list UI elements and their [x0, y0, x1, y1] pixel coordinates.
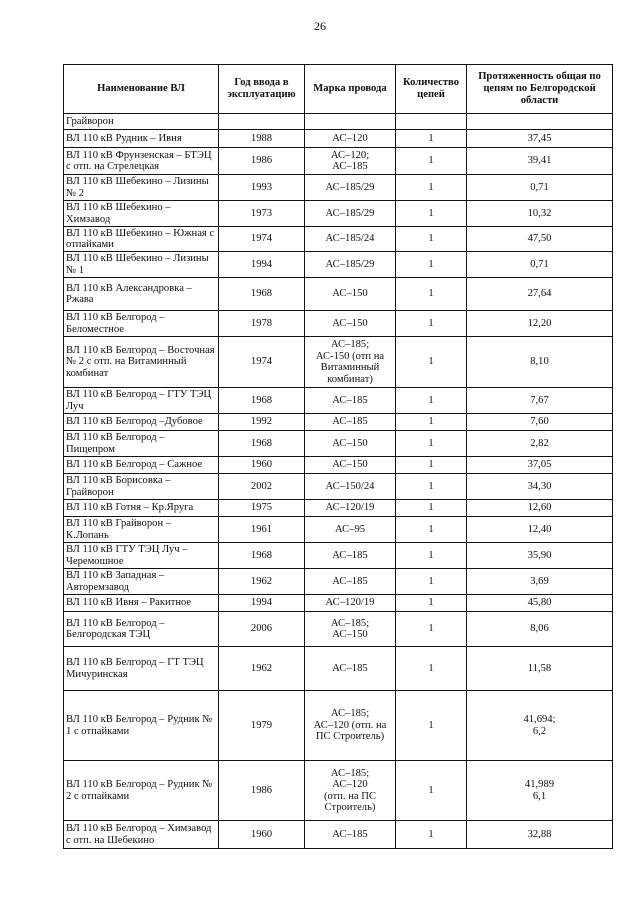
line-name-cell: ВЛ 110 кВ Белгород – Сажное: [64, 457, 219, 474]
circuit-count-cell: 1: [396, 414, 467, 431]
circuit-count-cell: 1: [396, 821, 467, 849]
circuit-count-cell: 1: [396, 517, 467, 543]
line-name-cell: ВЛ 110 кВ Рудник – Ивня: [64, 130, 219, 148]
line-name-cell: ВЛ 110 кВ Белгород – Беломестное: [64, 311, 219, 337]
commission-year-cell: 1994: [219, 252, 305, 278]
total-length-cell: 37,45: [467, 130, 613, 148]
total-length-cell: 41,694; 6,2: [467, 691, 613, 761]
total-length-cell: 8,10: [467, 337, 613, 388]
wire-brand-cell: АС–185: [305, 647, 396, 691]
circuit-count-cell: 1: [396, 337, 467, 388]
circuit-count-cell: 1: [396, 647, 467, 691]
commission-year-cell: 1979: [219, 691, 305, 761]
wire-brand-cell: АС–150/24: [305, 474, 396, 500]
circuit-count-cell: 1: [396, 543, 467, 569]
line-name-cell: ВЛ 110 кВ Борисовка – Грайворон: [64, 474, 219, 500]
wire-brand-cell: АС–120; АС–185: [305, 148, 396, 175]
commission-year-cell: 2002: [219, 474, 305, 500]
section-empty-cell: [305, 114, 396, 130]
total-length-cell: 11,58: [467, 647, 613, 691]
circuit-count-cell: 1: [396, 474, 467, 500]
header-wire-brand: Марка провода: [305, 65, 396, 114]
table-row: [64, 130, 613, 148]
header-circuit-count: Количество цепей: [396, 65, 467, 114]
table-row: [64, 569, 613, 595]
commission-year-cell: 1974: [219, 227, 305, 252]
total-length-cell: 41,989 6,1: [467, 761, 613, 821]
table-row: [64, 414, 613, 431]
line-name-cell: ВЛ 110 кВ Белгород – Рудник № 1 с отпайками: [64, 691, 219, 761]
total-length-cell: 3,69: [467, 569, 613, 595]
circuit-count-cell: 1: [396, 252, 467, 278]
total-length-cell: 34,30: [467, 474, 613, 500]
circuit-count-cell: 1: [396, 148, 467, 175]
wire-brand-cell: АС–185: [305, 821, 396, 849]
wire-brand-cell: АС–185/29: [305, 201, 396, 227]
wire-brand-cell: АС–120: [305, 130, 396, 148]
commission-year-cell: 1962: [219, 647, 305, 691]
circuit-count-cell: 1: [396, 691, 467, 761]
line-name-cell: ВЛ 110 кВ Белгород – ГТУ ТЭЦ Луч: [64, 388, 219, 414]
line-name-cell: ВЛ 110 кВ Западная – Авторемзавод: [64, 569, 219, 595]
circuit-count-cell: 1: [396, 311, 467, 337]
wire-brand-cell: АС–185; АС-150 (отп на Витаминный комбинат): [305, 337, 396, 388]
line-name-cell: ВЛ 110 кВ Грайворон – К.Лопань: [64, 517, 219, 543]
line-name-cell: ВЛ 110 кВ Шебекино – Лизины № 1: [64, 252, 219, 278]
table-row: [64, 201, 613, 227]
wire-brand-cell: АС–150: [305, 431, 396, 457]
wire-brand-cell: АС–150: [305, 311, 396, 337]
total-length-cell: 7,67: [467, 388, 613, 414]
section-empty-cell: [396, 114, 467, 130]
wire-brand-cell: АС–120/19: [305, 595, 396, 612]
transmission-lines-table-container: [63, 64, 612, 849]
circuit-count-cell: 1: [396, 175, 467, 201]
wire-brand-cell: АС–95: [305, 517, 396, 543]
wire-brand-cell: АС–150: [305, 278, 396, 311]
circuit-count-cell: 1: [396, 761, 467, 821]
total-length-cell: 7,60: [467, 414, 613, 431]
circuit-count-cell: 1: [396, 457, 467, 474]
line-name-cell: ВЛ 110 кВ Белгород – Рудник № 2 с отпайками: [64, 761, 219, 821]
total-length-cell: 0,71: [467, 175, 613, 201]
table-row: [64, 474, 613, 500]
circuit-count-cell: 1: [396, 612, 467, 647]
line-name-cell: ВЛ 110 кВ Ивня – Ракитное: [64, 595, 219, 612]
table-row: [64, 691, 613, 761]
table-row: [64, 252, 613, 278]
circuit-count-cell: 1: [396, 227, 467, 252]
line-name-cell: ВЛ 110 кВ Белгород – Химзавод с отп. на Шебекино: [64, 821, 219, 849]
total-length-cell: 37,05: [467, 457, 613, 474]
total-length-cell: 8,06: [467, 612, 613, 647]
table-row: [64, 148, 613, 175]
total-length-cell: 12,40: [467, 517, 613, 543]
table-row: [64, 311, 613, 337]
table-row: [64, 543, 613, 569]
line-name-cell: ВЛ 110 кВ Шебекино – Лизины № 2: [64, 175, 219, 201]
section-empty-cell: [219, 114, 305, 130]
wire-brand-cell: АС–185: [305, 543, 396, 569]
table-row: [64, 500, 613, 517]
wire-brand-cell: АС–185: [305, 388, 396, 414]
table-row: [64, 227, 613, 252]
commission-year-cell: 1968: [219, 431, 305, 457]
section-row: [64, 114, 613, 130]
commission-year-cell: 1960: [219, 457, 305, 474]
commission-year-cell: 1975: [219, 500, 305, 517]
line-name-cell: ВЛ 110 кВ Белгород – Белгородская ТЭЦ: [64, 612, 219, 647]
circuit-count-cell: 1: [396, 130, 467, 148]
commission-year-cell: 1988: [219, 130, 305, 148]
commission-year-cell: 1994: [219, 595, 305, 612]
table-row: [64, 337, 613, 388]
total-length-cell: 12,20: [467, 311, 613, 337]
total-length-cell: 35,90: [467, 543, 613, 569]
table-row: [64, 388, 613, 414]
line-name-cell: ВЛ 110 кВ Шебекино – Южная с отпайками: [64, 227, 219, 252]
header-line-name: Наименование ВЛ: [64, 65, 219, 114]
line-name-cell: ВЛ 110 кВ ГТУ ТЭЦ Луч – Черемошное: [64, 543, 219, 569]
section-empty-cell: [467, 114, 613, 130]
page-number: 26: [314, 19, 326, 33]
line-name-cell: ВЛ 110 кВ Готня – Кр.Яруга: [64, 500, 219, 517]
total-length-cell: 12,60: [467, 500, 613, 517]
total-length-cell: 27,64: [467, 278, 613, 311]
total-length-cell: 0,71: [467, 252, 613, 278]
wire-brand-cell: АС–185; АС–120 (отп. на ПС Строитель): [305, 761, 396, 821]
total-length-cell: 2,82: [467, 431, 613, 457]
table-row: [64, 595, 613, 612]
line-name-cell: ВЛ 110 кВ Белгород –Дубовое: [64, 414, 219, 431]
wire-brand-cell: АС–185/24: [305, 227, 396, 252]
commission-year-cell: 1968: [219, 543, 305, 569]
table-row: [64, 278, 613, 311]
commission-year-cell: 1968: [219, 278, 305, 311]
table-row: [64, 517, 613, 543]
circuit-count-cell: 1: [396, 388, 467, 414]
section-title: Грайворон: [64, 114, 219, 130]
commission-year-cell: 1992: [219, 414, 305, 431]
circuit-count-cell: 1: [396, 201, 467, 227]
commission-year-cell: 1973: [219, 201, 305, 227]
table-row: [64, 761, 613, 821]
table-row: [64, 457, 613, 474]
circuit-count-cell: 1: [396, 500, 467, 517]
circuit-count-cell: 1: [396, 595, 467, 612]
commission-year-cell: 1993: [219, 175, 305, 201]
wire-brand-cell: АС–185: [305, 569, 396, 595]
total-length-cell: 39,41: [467, 148, 613, 175]
commission-year-cell: 1960: [219, 821, 305, 849]
table-row: [64, 175, 613, 201]
total-length-cell: 47,50: [467, 227, 613, 252]
table-row: [64, 821, 613, 849]
commission-year-cell: 2006: [219, 612, 305, 647]
circuit-count-cell: 1: [396, 278, 467, 311]
table-header-row: [64, 65, 613, 114]
commission-year-cell: 1986: [219, 148, 305, 175]
wire-brand-cell: АС–185/29: [305, 175, 396, 201]
table-row: [64, 647, 613, 691]
wire-brand-cell: АС–185; АС–120 (отп. на ПС Строитель): [305, 691, 396, 761]
wire-brand-cell: АС–120/19: [305, 500, 396, 517]
commission-year-cell: 1961: [219, 517, 305, 543]
commission-year-cell: 1978: [219, 311, 305, 337]
total-length-cell: 45,80: [467, 595, 613, 612]
wire-brand-cell: АС–185/29: [305, 252, 396, 278]
header-commission-year: Год ввода в эксплуатацию: [219, 65, 305, 114]
commission-year-cell: 1974: [219, 337, 305, 388]
total-length-cell: 32,88: [467, 821, 613, 849]
header-total-length: Протяженность общая по цепям по Белгородской области: [467, 65, 613, 114]
total-length-cell: 10,32: [467, 201, 613, 227]
wire-brand-cell: АС–185; АС–150: [305, 612, 396, 647]
line-name-cell: ВЛ 110 кВ Белгород – Пищепром: [64, 431, 219, 457]
circuit-count-cell: 1: [396, 569, 467, 595]
line-name-cell: ВЛ 110 кВ Шебекино – Химзавод: [64, 201, 219, 227]
circuit-count-cell: 1: [396, 431, 467, 457]
commission-year-cell: 1986: [219, 761, 305, 821]
commission-year-cell: 1962: [219, 569, 305, 595]
wire-brand-cell: АС–150: [305, 457, 396, 474]
transmission-lines-table: [63, 64, 613, 849]
wire-brand-cell: АС–185: [305, 414, 396, 431]
table-row: [64, 612, 613, 647]
commission-year-cell: 1968: [219, 388, 305, 414]
line-name-cell: ВЛ 110 кВ Белгород – ГТ ТЭЦ Мичуринская: [64, 647, 219, 691]
line-name-cell: ВЛ 110 кВ Белгород – Восточная № 2 с отп. на Витаминный комбинат: [64, 337, 219, 388]
line-name-cell: ВЛ 110 кВ Фрунзенская – БТЭЦ с отп. на Стрелецкая: [64, 148, 219, 175]
table-row: [64, 431, 613, 457]
line-name-cell: ВЛ 110 кВ Александровка – Ржава: [64, 278, 219, 311]
